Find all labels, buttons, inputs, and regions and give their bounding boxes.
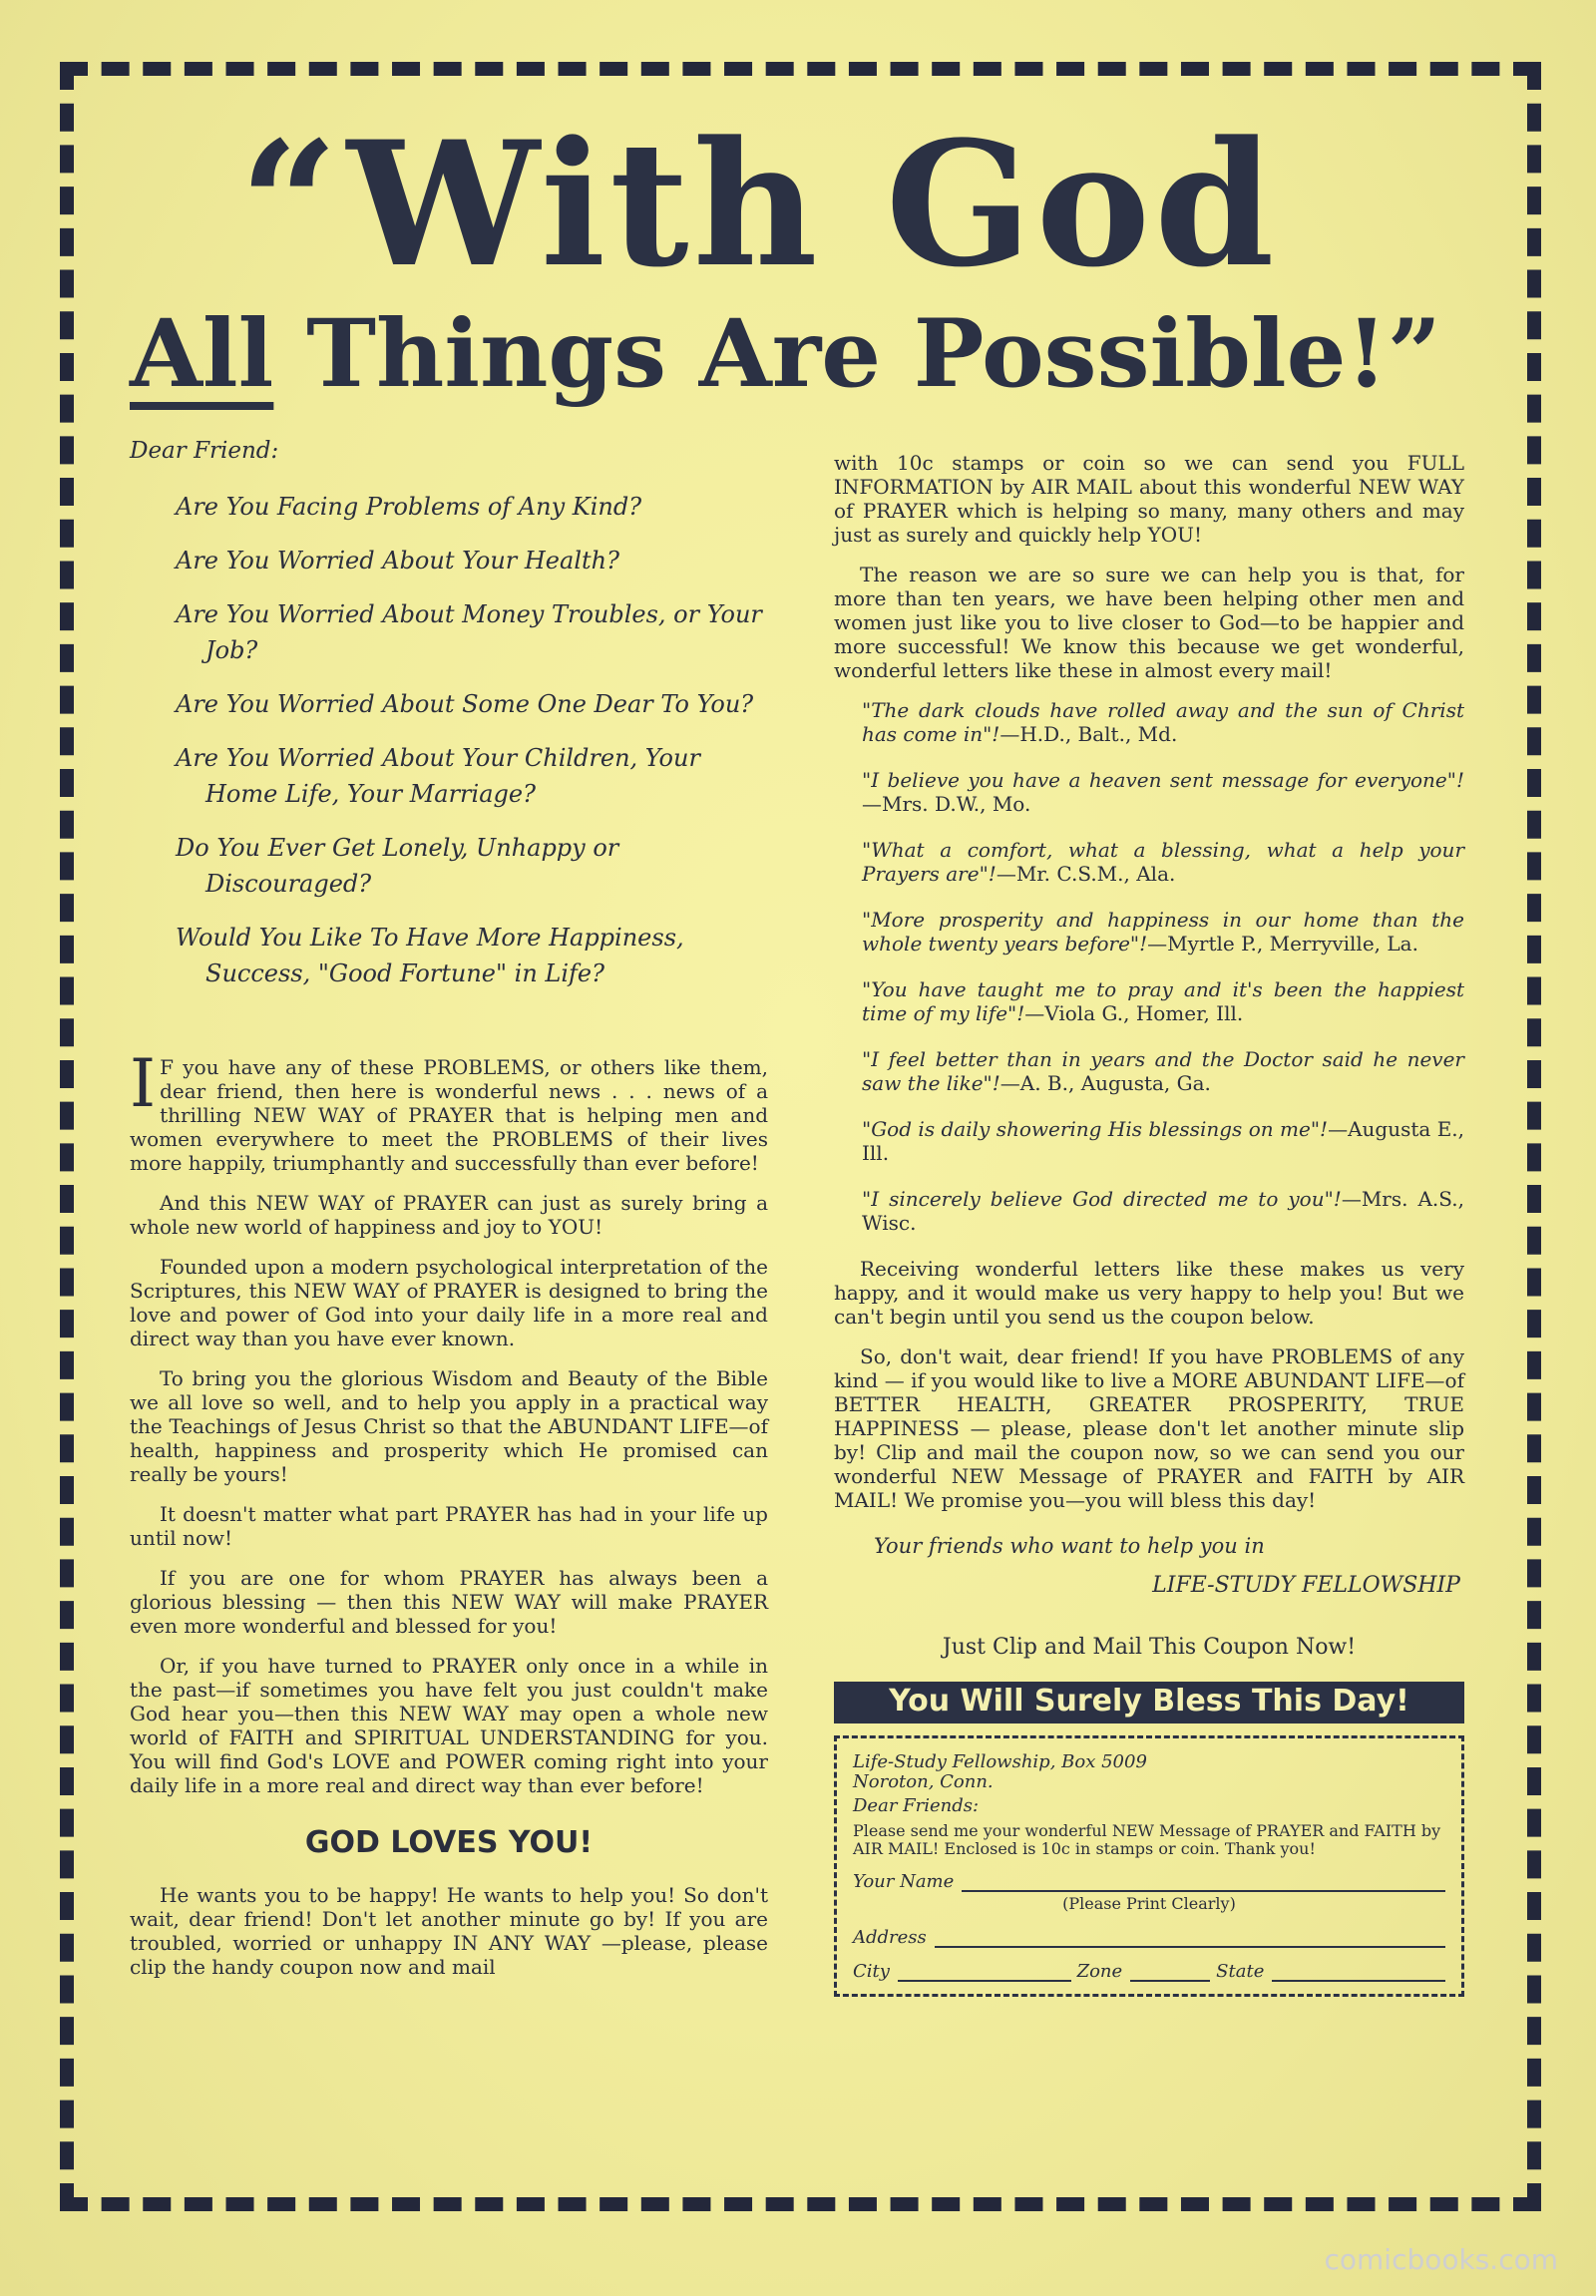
headline-line-2 [130, 299, 1506, 409]
body-paragraph: To bring you the glorious Wisdom and Beauty of the Bible we all love so well, and to help you apply in a practical way the Teachings of Jesus Christ so that the ABUNDANT LIFE—of health, happiness and prosperity which He promised can really be yours! [130, 1366, 768, 1486]
drop-cap: I [130, 1045, 157, 1122]
testimonial-author: —Viola G., Homer, Ill. [1024, 1001, 1244, 1025]
body-paragraph: If you are one for whom PRAYER has always been a glorious blessing — then this NEW WAY will make PRAYER even more wonderful and blessed for you! [130, 1566, 768, 1638]
testimonial-quote: "I believe you have a heaven sent message for everyone"! [862, 768, 1464, 792]
testimonial [862, 838, 1464, 886]
god-loves-you-heading: GOD LOVES YOU! [304, 1825, 594, 1860]
testimonial [862, 768, 1464, 816]
city-field[interactable] [898, 1964, 1071, 1982]
testimonial [862, 1047, 1464, 1095]
testimonial-author: —H.D., Balt., Md. [999, 722, 1178, 746]
testimonial [862, 977, 1464, 1025]
coupon-address-line-1: Life-Study Fellowship, Box 5009 [853, 1751, 1147, 1772]
question: Would You Like To Have More Happiness, Success, "Good Fortune" in Life? [176, 924, 684, 987]
testimonial [862, 698, 1464, 746]
address-field[interactable] [935, 1930, 1445, 1948]
testimonial-quote: "The dark clouds have rolled away and the sun of Christ has come in"! [862, 698, 1464, 746]
coupon-greeting: Dear Friends: [853, 1795, 980, 1816]
city-label: City [853, 1961, 890, 1982]
testimonial-author: —Mrs. A.S., Wisc. [862, 1187, 1464, 1235]
body-paragraph: with 10c stamps or coin so we can send you FULL INFORMATION by AIR MAIL about this wonderful NEW WAY of PRAYER which is helping so many, many others and may just as surely and quickly help YOU! [834, 451, 1464, 547]
question: Are You Worried About Some One Dear To You? [176, 690, 754, 718]
coupon-address-line-2: Noroton, Conn. [853, 1771, 994, 1792]
body-paragraph: He wants you to be happy! He wants to help you! So don't wait, dear friend! Don't let another minute go by! If you are troubled, worried or unhappy IN ANY WAY —please, please clip the handy coupon now and mail [130, 1883, 768, 1979]
body-paragraph: Or, if you have turned to PRAYER only once in a while in the past—if sometimes you have felt you just couldn't make God hear you—then this NEW WAY may open a whole new world of FAITH and SPIRITUAL UNDERSTANDING for you. You will find God's LOVE and POWER coming right into your daily life in a more real and direct way than ever before! [130, 1654, 768, 1797]
name-line [853, 1872, 1445, 1892]
question: Do You Ever Get Lonely, Unhappy or Discouraged? [176, 834, 619, 898]
print-clearly-note: (Please Print Clearly) [1062, 1894, 1236, 1913]
question: Are You Worried About Your Health? [176, 547, 619, 574]
site-watermark: comicbooks.com [1324, 2243, 1558, 2276]
bless-banner: You Will Surely Bless This Day! [834, 1682, 1464, 1723]
question: Are You Worried About Money Troubles, or Your Job? [176, 600, 762, 664]
organization-name: LIFE-STUDY FELLOWSHIP [1152, 1573, 1460, 1598]
testimonial [862, 908, 1464, 956]
testimonial-author: —Augusta E., Ill. [862, 1117, 1465, 1165]
address-line [853, 1928, 1445, 1948]
body-paragraph: Receiving wonderful letters like these makes us very happy, and it would make us very happy to help you! But we can't begin until you send us the coupon below. [834, 1257, 1464, 1329]
body-paragraph: And this NEW WAY of PRAYER can just as surely bring a whole new world of happiness and joy to YOU! [130, 1191, 768, 1239]
testimonial-author: —Myrtle P., Merryville, La. [1147, 932, 1418, 956]
name-field[interactable] [962, 1874, 1445, 1892]
body-paragraph: The reason we are so sure we can help you is that, for more than ten years, we have been helping other men and women just like you to live closer to God—to be happier and more successful! We know this because we get wonderful, wonderful letters like these in almost every mail! [834, 563, 1464, 682]
testimonial-quote: "What a comfort, what a blessing, what a help your Prayers are"! [862, 838, 1464, 886]
address-label: Address [853, 1927, 927, 1948]
question: Are You Worried About Your Children, Your Home Life, Your Marriage? [176, 744, 700, 808]
body-paragraph: It doesn't matter what part PRAYER has had in your life up until now! [130, 1502, 768, 1550]
testimonial-author: —Mrs. D.W., Mo. [862, 792, 1031, 816]
greeting: Dear Friend: [130, 438, 279, 464]
headline-rest: Things Are Possible!” [273, 299, 1441, 409]
headline-line-1: “With God [239, 103, 1279, 305]
body-paragraph: Founded upon a modern psychological interpretation of the Scriptures, this NEW WAY of PRAYER is designed to bring the love and power of God into your daily life in a more real and direct way than you have ever known. [130, 1255, 768, 1350]
zone-field[interactable] [1130, 1964, 1210, 1982]
zone-label: Zone [1076, 1961, 1123, 1982]
question: Are You Facing Problems of Any Kind? [176, 493, 642, 521]
intro-paragraph [130, 1045, 768, 1175]
right-column [834, 451, 1464, 1997]
intro-text: F you have any of these PROBLEMS, or others like them, dear friend, then here is wonderful news . . . news of a thrilling NEW WAY of PRAYER that is helping men and women everywhere to meet the PROBLEMS of their lives more happily, triumphantly and successfully than ever before! [130, 1055, 768, 1175]
city-zone-state-line [853, 1962, 1445, 1982]
state-field[interactable] [1272, 1964, 1445, 1982]
body-paragraph: So, don't wait, dear friend! If you have PROBLEMS of any kind — if you would like to live a MORE ABUNDANT LIFE—of BETTER HEALTH, GREATER PROSPERITY, TRUE HAPPINESS — please, please don't let another minute slip by! Clip and mail the coupon now, so we can send you our wonderful NEW Message of PRAYER and FAITH by AIR MAIL! We promise you—you will bless this day! [834, 1344, 1464, 1512]
testimonial-quote: "I sincerely believe God directed me to you"! [862, 1187, 1342, 1211]
testimonial-quote: "God is daily showering His blessings on me"! [862, 1117, 1329, 1141]
left-column [130, 439, 768, 1995]
testimonial [862, 1187, 1464, 1235]
headline-underlined-word: All [130, 299, 274, 409]
state-label: State [1216, 1961, 1265, 1982]
clip-instruction: Just Clip and Mail This Coupon Now! [942, 1635, 1357, 1660]
testimonial-quote: "I feel better than in years and the Doctor said he never saw the like"! [862, 1047, 1464, 1095]
sign-off-line: Your friends who want to help you in [874, 1534, 1265, 1558]
coupon-body: Please send me your wonderful NEW Message of PRAYER and FAITH by AIR MAIL! Enclosed is 10c in stamps or coin. Thank you! [853, 1821, 1441, 1858]
mail-coupon [834, 1735, 1464, 1997]
testimonial-quote: "More prosperity and happiness in our home than the whole twenty years before"! [862, 908, 1464, 956]
testimonial [862, 1117, 1464, 1165]
testimonial-author: —A. B., Augusta, Ga. [999, 1071, 1211, 1095]
name-label: Your Name [853, 1871, 955, 1892]
testimonial-author: —Mr. C.S.M., Ala. [996, 862, 1176, 886]
testimonial-quote: "You have taught me to pray and it's been the happiest time of my life"! [862, 977, 1464, 1025]
